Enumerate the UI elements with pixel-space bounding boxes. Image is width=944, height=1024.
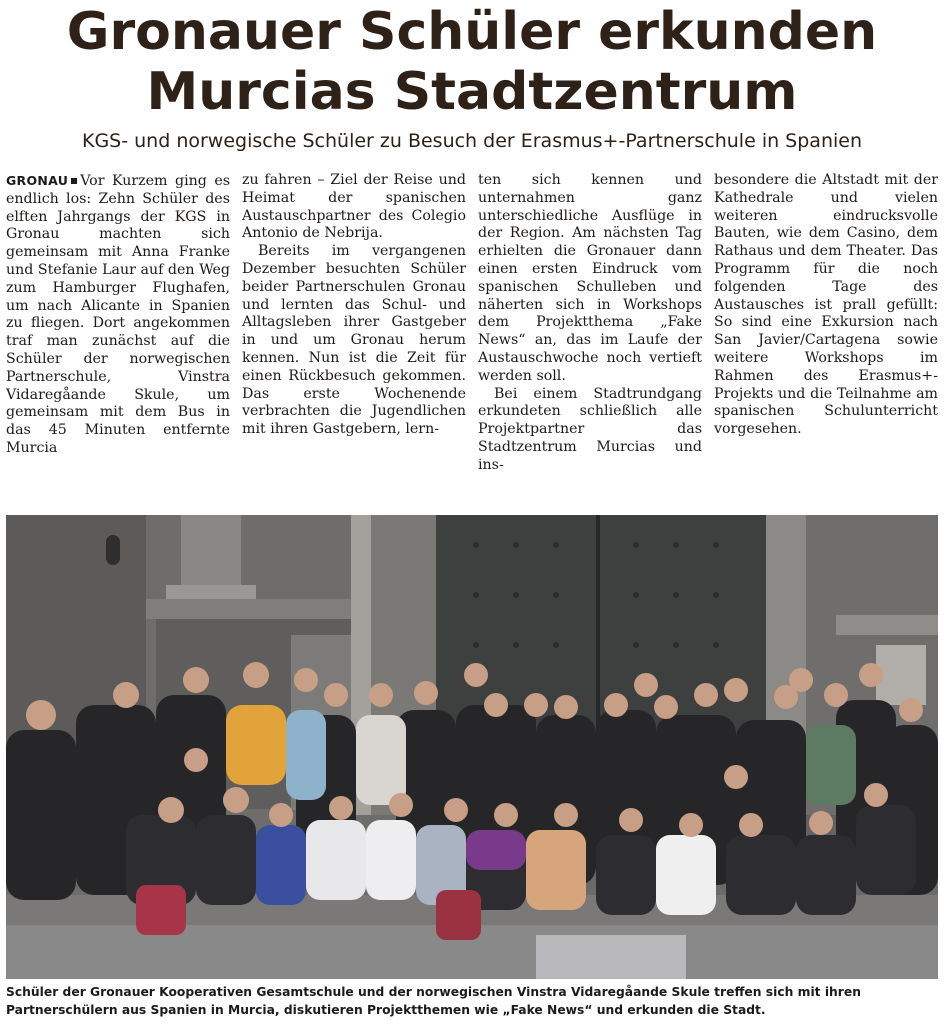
cornice [146,599,366,619]
photo-caption: Schüler der Gronauer Kooperativen Gesamtschule und der norwegischen Vinstra Vidaregåande Skule treffen sich mit ihren Partnerschülern aus Spanien in Murcia, diskutieren Projektthemen wie „Fake News“ und erkunden die Stadt. [6,985,861,1017]
paragraph-5: Bei einem Stadtrundgang erkundeten schließlich alle Projektpartner das Stadtzentrum Murcias und ins- [478,385,702,473]
text-column-2 [242,172,466,484]
text-column-1 [6,172,230,484]
cornice-right [836,615,938,635]
paragraph-2: zu fahren – Ziel der Reise und Heimat der spanischen Austauschpartner des Colegio Antonio de Nebrija. [242,172,466,242]
group-photo-illustration [6,515,938,979]
article-subheadline: KGS- und norwegische Schüler zu Besuch der Erasmus+-Partnerschule in Spanien [82,130,862,152]
paragraph-6: besondere die Altstadt mit der Kathedrale und vielen weiteren eindrucksvolle Bauten, wie dem Casino, dem Rathaus und dem Theater. Das Programm für die noch folgenden Tage des Austausches ist prall gefüllt: So sind eine Exkursion nach San Javier/Cartagena sowie weitere Workshops im Rahmen des Erasmus+-Projekts und die Teilnahme am spanischen Schulunterricht vorgesehen. [714,172,938,438]
headline-line-1: Gronauer Schüler erkunden [66,2,878,62]
paragraph-3: Bereits im vergangenen Dezember besuchten Schüler beider Partnerschulen Gronau und lernten das Schul- und Alltagsleben ihrer Gastgeber in und um Gronau herum kennen. Nun ist die Zeit für einen Rückbesuch gekommen. Das erste Wochenende verbrachten die Jugendlichen mit ihren Gastgebern, lern- [242,243,466,438]
window-slit [106,535,120,565]
column-base [166,585,256,599]
paragraph-4: ten sich kennen und unternahmen ganz unterschiedliche Ausflüge in der Region. Am nächsten Tag erhielten die Gronauer dann einen ersten Eindruck vom spanischen Schulleben und näherten sich in Workshops dem Projektthema „Fake News“ an, das im Laufe der Austauschwoche noch vertieft werden soll. [478,172,702,384]
dateline-bullet-icon [71,178,77,184]
plaque [876,645,926,705]
paragraph-1-text: Vor Kurzem ging es endlich los: Zehn Schüler des elften Jahrgangs der KGS in Gronau machten sich gemeinsam mit Anna Franke und Stefanie Laur auf den Weg zum Hamburger Flughafen, um nach Alicante in Spanien zu fliegen. Dort angekommen traf man zunächst auf die Schüler der norwegischen Partnerschule, Vinstra Vidaregåande Skule, um gemeinsam mit dem Bus in das 45 Minuten entfernte Murcia [6,173,230,456]
column-shaft [181,515,241,595]
light-paving-strip [536,935,686,979]
article-headline [0,2,944,122]
text-column-4 [714,172,938,484]
group-photo [6,515,938,979]
headline-line-2: Murcias Stadtzentrum [146,62,798,122]
paragraph-1 [6,172,230,458]
text-column-3 [478,172,702,484]
article-body [6,172,938,484]
dateline: GRONAU [6,173,69,188]
